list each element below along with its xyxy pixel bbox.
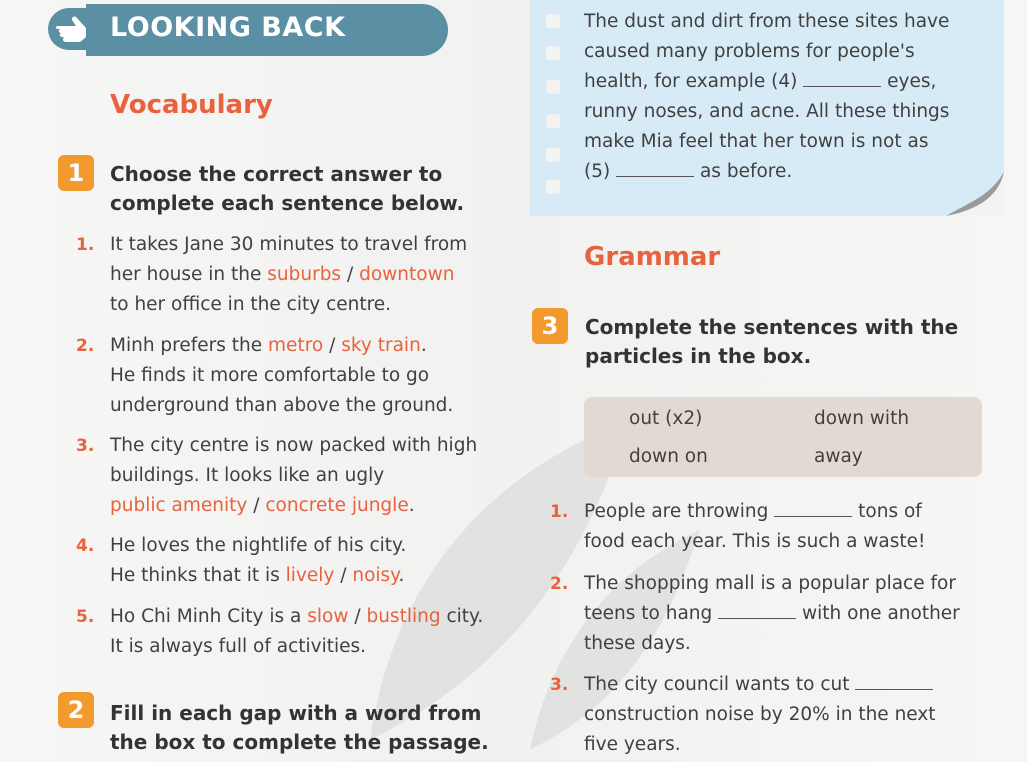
item-line bbox=[584, 599, 960, 629]
passage-line: runny noses, and acne. All these things bbox=[584, 101, 950, 122]
option-separator: / bbox=[348, 606, 367, 627]
option-b[interactable]: noisy bbox=[352, 565, 399, 586]
gap-blank[interactable] bbox=[718, 601, 796, 619]
page-title: LOOKING BACK bbox=[110, 12, 346, 43]
grammar-item-1 bbox=[584, 497, 925, 557]
vocab-item-1 bbox=[110, 230, 467, 320]
item-text: . bbox=[408, 495, 415, 516]
item-line: food each year. This is such a waste! bbox=[584, 531, 926, 552]
item-line bbox=[110, 561, 406, 591]
word-option: down with bbox=[814, 408, 910, 429]
item-number: 2. bbox=[76, 336, 95, 356]
binder-ring bbox=[546, 14, 560, 28]
option-separator: / bbox=[334, 565, 353, 586]
item-line: these days. bbox=[584, 633, 691, 654]
exercise-2-badge: 2 bbox=[58, 692, 94, 728]
item-line: The shopping mall is a popular place for bbox=[584, 573, 956, 594]
instruction-line: particles in the box. bbox=[585, 344, 812, 368]
item-text: Ho Chi Minh City is a bbox=[110, 606, 308, 627]
item-text: Minh prefers the bbox=[110, 335, 269, 356]
binder-ring bbox=[546, 46, 560, 60]
instruction-line: Choose the correct answer to bbox=[110, 162, 443, 186]
exercise-3-badge: 3 bbox=[532, 308, 568, 344]
item-line bbox=[110, 260, 467, 290]
gap-blank[interactable] bbox=[855, 672, 933, 690]
item-number: 4. bbox=[76, 536, 95, 556]
option-a[interactable]: slow bbox=[307, 606, 349, 627]
passage-text-segment: (5) bbox=[584, 161, 617, 182]
passage-line: The dust and dirt from these sites have bbox=[584, 11, 950, 32]
gap-5-blank[interactable] bbox=[616, 159, 694, 177]
passage-line: make Mia feel that her town is not as bbox=[584, 131, 929, 152]
binder-ring bbox=[546, 180, 560, 194]
exercise-1-instruction bbox=[110, 160, 464, 218]
item-line: to her office in the city centre. bbox=[110, 294, 392, 315]
option-b[interactable]: concrete jungle bbox=[265, 495, 409, 516]
item-line: underground than above the ground. bbox=[110, 395, 454, 416]
vocab-item-2 bbox=[110, 331, 453, 421]
vocabulary-heading: Vocabulary bbox=[110, 90, 273, 120]
exercise-2-instruction bbox=[110, 699, 489, 757]
option-a[interactable]: metro bbox=[268, 335, 324, 356]
passage-line bbox=[584, 67, 949, 97]
gap-4-blank[interactable] bbox=[803, 69, 881, 87]
item-number: 2. bbox=[550, 574, 569, 594]
word-option: out (x2) bbox=[629, 408, 703, 429]
passage-text bbox=[584, 7, 949, 187]
option-separator: / bbox=[247, 495, 266, 516]
instruction-line: complete each sentence below. bbox=[110, 191, 465, 215]
option-b[interactable]: sky train bbox=[341, 335, 421, 356]
page-curl-decoration bbox=[940, 172, 1004, 216]
item-text: People are throwing bbox=[584, 501, 775, 522]
item-line: The city centre is now packed with high bbox=[110, 435, 478, 456]
vocab-item-5 bbox=[110, 602, 483, 662]
option-a[interactable]: public amenity bbox=[110, 495, 248, 516]
option-a[interactable]: suburbs bbox=[267, 264, 342, 285]
instruction-line: Fill in each gap with a word from bbox=[110, 701, 482, 725]
binder-ring bbox=[546, 80, 560, 94]
vocab-item-4 bbox=[110, 531, 406, 591]
option-separator: / bbox=[341, 264, 360, 285]
item-line: He loves the nightlife of his city. bbox=[110, 535, 407, 556]
instruction-line: the box to complete the passage. bbox=[110, 730, 489, 754]
binder-ring bbox=[546, 148, 560, 162]
item-line bbox=[110, 602, 483, 632]
passage-text-segment: health, for example (4) bbox=[584, 71, 804, 92]
item-number: 1. bbox=[550, 502, 569, 522]
item-line: buildings. It looks like an ugly bbox=[110, 465, 385, 486]
item-number: 1. bbox=[76, 235, 95, 255]
passage-text-segment: eyes, bbox=[881, 71, 937, 92]
item-line bbox=[110, 331, 453, 361]
item-text: her house in the bbox=[110, 264, 268, 285]
item-line: It is always full of activities. bbox=[110, 636, 367, 657]
instruction-line: Complete the sentences with the bbox=[585, 315, 959, 339]
option-b[interactable]: bustling bbox=[366, 606, 441, 627]
vocab-item-3 bbox=[110, 431, 477, 521]
item-text: He thinks that it is bbox=[110, 565, 286, 586]
item-text: The city council wants to cut bbox=[584, 674, 856, 695]
item-text: . bbox=[420, 335, 427, 356]
binder-ring bbox=[546, 114, 560, 128]
passage-line bbox=[584, 157, 949, 187]
item-line: construction noise by 20% in the next bbox=[584, 704, 936, 725]
grammar-item-2 bbox=[584, 569, 960, 659]
grammar-heading: Grammar bbox=[584, 242, 721, 272]
item-text: . bbox=[398, 565, 405, 586]
item-line bbox=[110, 491, 477, 521]
passage-line: caused many problems for people's bbox=[584, 41, 915, 62]
word-option: down on bbox=[629, 446, 708, 467]
gap-blank[interactable] bbox=[774, 499, 852, 517]
item-line: He finds it more comfortable to go bbox=[110, 365, 430, 386]
item-number: 5. bbox=[76, 607, 95, 627]
option-a[interactable]: lively bbox=[285, 565, 335, 586]
item-line bbox=[584, 670, 936, 700]
option-b[interactable]: downtown bbox=[359, 264, 455, 285]
item-text: city. bbox=[440, 606, 484, 627]
item-line: five years. bbox=[584, 734, 681, 755]
option-separator: / bbox=[323, 335, 342, 356]
item-number: 3. bbox=[550, 675, 569, 695]
item-line: It takes Jane 30 minutes to travel from bbox=[110, 234, 468, 255]
word-option: away bbox=[814, 446, 863, 467]
grammar-item-3 bbox=[584, 670, 936, 760]
exercise-3-instruction bbox=[585, 313, 958, 371]
passage-text-segment: as before. bbox=[694, 161, 793, 182]
item-text: tons of bbox=[852, 501, 922, 522]
item-number: 3. bbox=[76, 436, 95, 456]
item-text: with one another bbox=[796, 603, 960, 624]
exercise-1-badge: 1 bbox=[58, 155, 94, 191]
item-text: teens to hang bbox=[584, 603, 719, 624]
item-line bbox=[584, 497, 925, 527]
